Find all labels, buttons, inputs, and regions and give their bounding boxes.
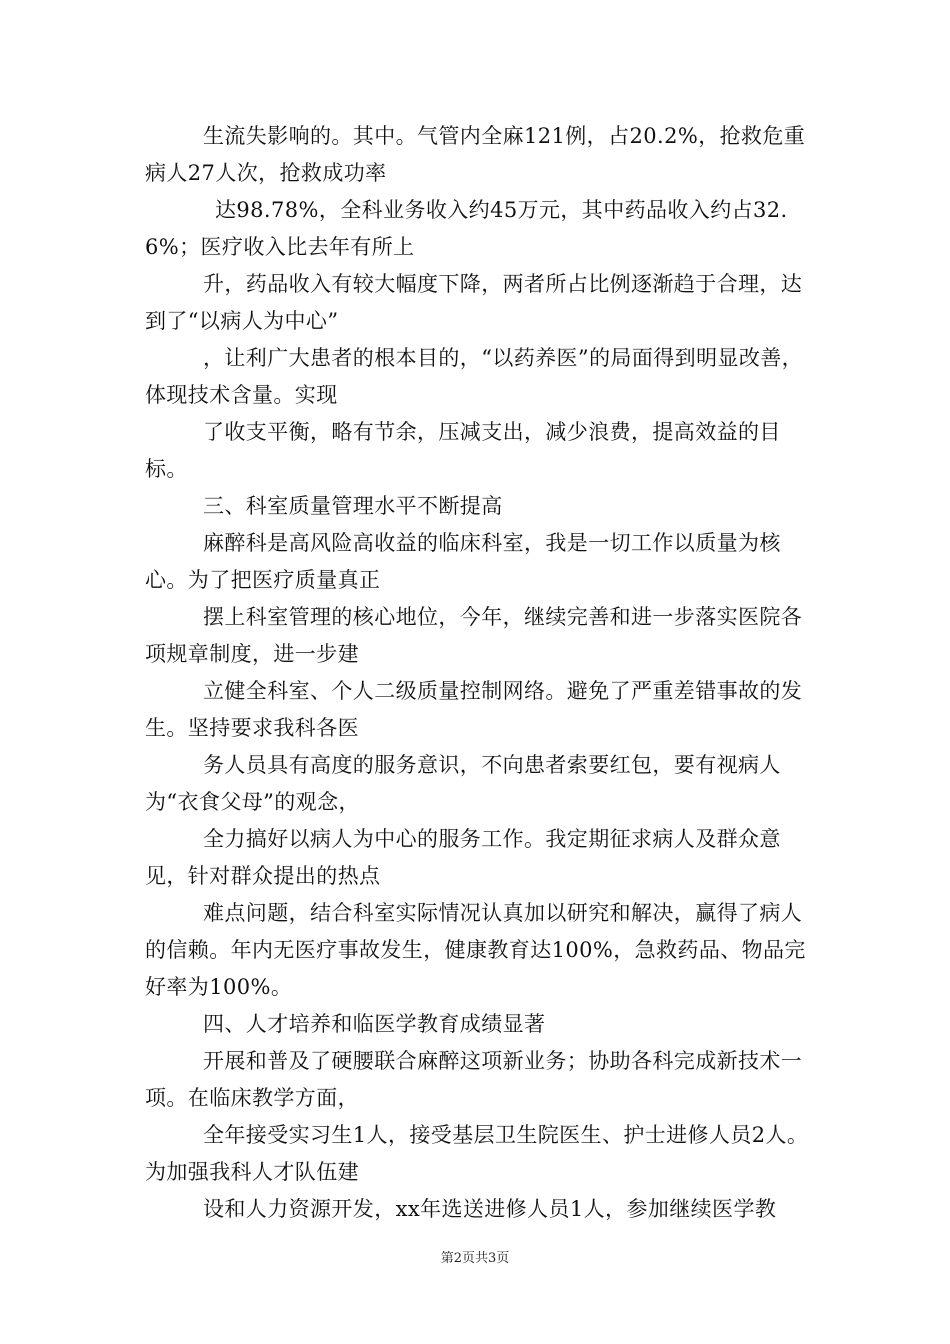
page-number-footer (0, 1247, 950, 1266)
paragraph: 全力搞好以病人为中心的服务工作。我定期征求病人及群众意见，针对群众提出的热点 (145, 827, 781, 888)
paragraph: 务人员具有高度的服务意识，不向患者索要红包，要有视病人为“衣食父母”的观念， (145, 753, 781, 814)
paragraph: ，让利广大患者的根本目的，“以药养医”的局面得到明显改善，体现技术含量。实现 (145, 346, 804, 407)
paragraph: 了收支平衡，略有节余，压减支出，减少浪费，提高效益的目标。 (145, 420, 781, 481)
paragraph: 全年接受实习生1人，接受基层卫生院医生、护士进修人员2人。为加强我科人才队伍建 (145, 1123, 809, 1184)
paragraph: 设和人力资源开发，xx年选送进修人员1人，参加继续医学教 (203, 1197, 777, 1221)
page-label: 第2页共3页 (440, 1251, 510, 1266)
paragraph: 摆上科室管理的核心地位，今年，继续完善和进一步落实医院各项规章制度，进一步建 (145, 605, 803, 666)
paragraph: 难点问题，结合科室实际情况认真加以研究和解决，赢得了病人的信赖。年内无医疗事故发生，健康教育达100%，急救药品、物品完好率为100%。 (145, 901, 806, 999)
paragraph: 达98.78%，全科业务收入约45万元，其中药品收入约占32.6%；医疗收入比去年有所上 (145, 198, 788, 259)
document-body (145, 118, 815, 1228)
paragraph: 生流失影响的。其中。气管内全麻121例，占20.2%，抢救危重病人27人次，抢救成功率 (145, 124, 806, 185)
paragraph: 开展和普及了硬腰联合麻醉这项新业务；协助各科完成新技术一项。在临床教学方面， (145, 1049, 803, 1110)
section-heading: 三、科室质量管理水平不断提高 (203, 494, 503, 518)
paragraph: 麻醉科是高风险高收益的临床科室，我是一切工作以质量为核心。为了把医疗质量真正 (145, 531, 781, 592)
paragraph: 升，药品收入有较大幅度下降，两者所占比例逐渐趋于合理，达到了“以病人为中心” (145, 272, 803, 333)
section-heading: 四、人才培养和临医学教育成绩显著 (203, 1012, 546, 1036)
paragraph: 立健全科室、个人二级质量控制网络。避免了严重差错事故的发生。坚持要求我科各医 (145, 679, 803, 740)
